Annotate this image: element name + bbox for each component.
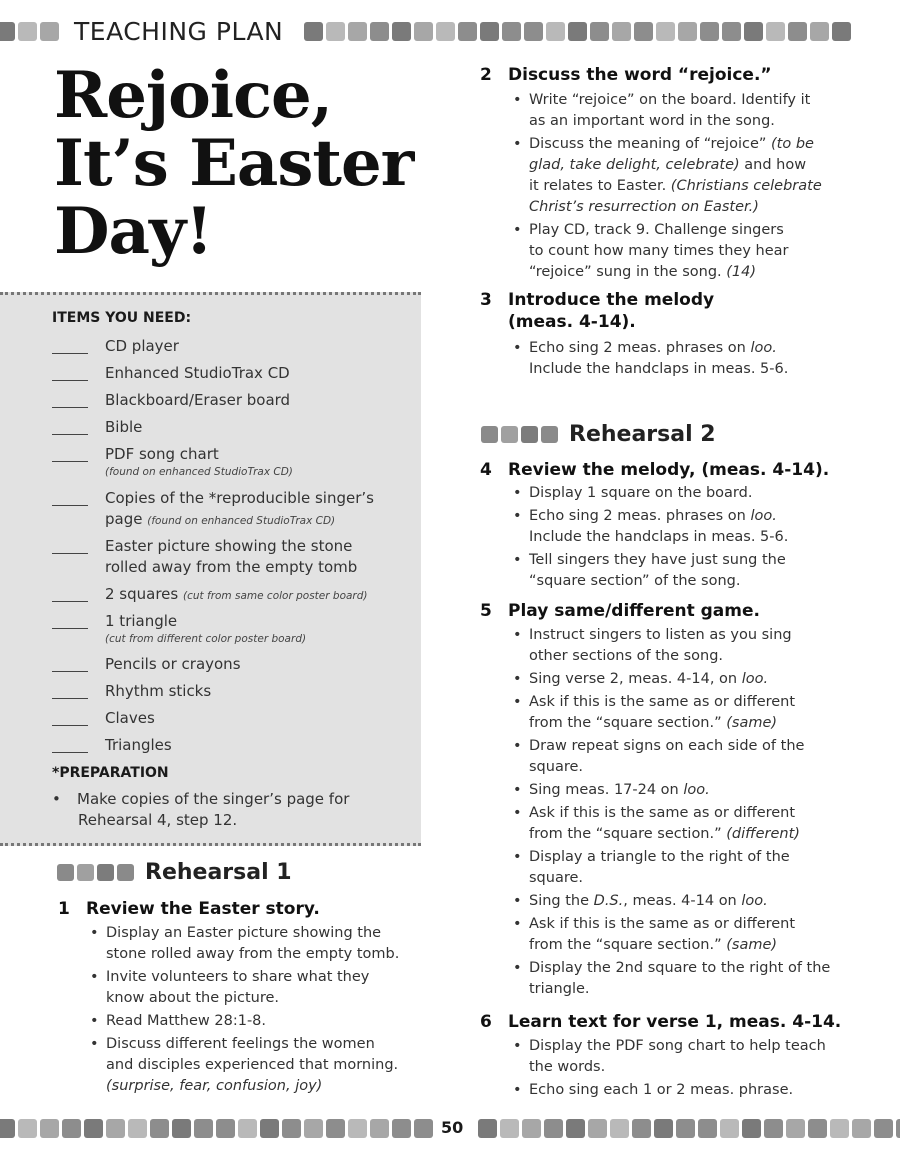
title-line-1: Rejoice, — [54, 58, 333, 133]
header-stripe-right — [304, 22, 851, 41]
step-1-title: 1 Review the Easter story. — [58, 899, 320, 919]
items-heading: ITEMS YOU NEED: — [52, 310, 192, 326]
step-2-bullets: • Write “rejoice” on the board. Identify it as an important word in the song. • Discuss the meaning of “rejoice” (to be glad, take delight, celebrate) and how it relates to Easter. (Christians celebrate Christ’s resurrection on Easter.) • Play CD, track 9. Challenge singers to count how many times they hear “rejoice” sung in the song. (14) — [509, 90, 849, 285]
step-6-title: 6 Learn text for verse 1, meas. 4-14. — [480, 1012, 842, 1032]
footer-stripe-right — [478, 1119, 900, 1138]
rehearsal-2-heading: Rehearsal 2 — [481, 422, 716, 447]
items-you-need-box — [0, 292, 421, 846]
header-label: TEACHING PLAN — [72, 17, 289, 46]
preparation-text: • Make copies of the singer’s page for Rehearsal 4, step 12. — [52, 790, 350, 829]
preparation-heading: *PREPARATION — [52, 765, 169, 781]
list-item: Triangles — [52, 735, 172, 756]
list-item: PDF song chart (found on enhanced StudioTrax CD) — [52, 444, 293, 483]
footer-stripe-left — [0, 1119, 433, 1138]
list-item: CD player — [52, 336, 179, 357]
step-5-title: 5 Play same/different game. — [480, 601, 760, 621]
list-item: Blackboard/Eraser board — [52, 390, 290, 411]
list-item: 2 squares (cut from same color poster board) — [52, 584, 368, 607]
list-item: Pencils or crayons — [52, 654, 241, 675]
step-3-bullets: • Echo sing 2 meas. phrases on loo. Include the handclaps in meas. 5-6. — [509, 338, 849, 382]
list-item: 1 triangle (cut from different color poster board) — [52, 611, 306, 650]
header-stripe — [0, 22, 59, 41]
step-6-bullets: • Display the PDF song chart to help teach the words. • Echo sing each 1 or 2 meas. phrase. — [509, 1036, 854, 1103]
list-item: Easter picture showing the stone rolled away from the empty tomb — [52, 536, 357, 578]
step-4-title: 4 Review the melody, (meas. 4-14). — [480, 460, 830, 480]
list-item: Claves — [52, 708, 155, 729]
step-2-title: 2 Discuss the word “rejoice.” — [480, 65, 772, 85]
list-item: Rhythm sticks — [52, 681, 211, 702]
page-title — [54, 58, 414, 269]
step-1-bullets: • Display an Easter picture showing the stone rolled away from the empty tomb. • Invite volunteers to share what they know about the picture. • Read Matthew 28:1-8. • Discuss different feelings the women and disciples experienced that morning. (surprise, fear, confusion, joy) — [86, 923, 416, 1099]
step-5-bullets: • Instruct singers to listen as you sing other sections of the song. • Sing verse 2, meas. 4-14, on loo. • Ask if this is the same as or different from the “square section.” (same) • Draw repeat signs on each side of the square. • Sing meas. 17-24 on loo. • Ask if this is the same as or different from the “square section.” (different) • Display a triangle to the right of the square. • Sing the D.S., meas. 4-14 on loo. • Ask if this is the same as or different from the “square section.” (same) • Display the 2nd square to the right of the triangle. — [509, 625, 854, 1002]
list-item: Copies of the *reproducible singer’s page (found on enhanced StudioTrax CD) — [52, 488, 374, 532]
title-line-3: Day! — [54, 194, 213, 269]
list-item: Enhanced StudioTrax CD — [52, 363, 290, 384]
rehearsal-1-heading: Rehearsal 1 — [57, 860, 292, 885]
list-item: Bible — [52, 417, 142, 438]
title-line-2: It’s Easter — [54, 126, 414, 201]
step-3-title: 3 Introduce the melody (meas. 4-14). — [480, 290, 715, 332]
page-number: 50 — [437, 1118, 467, 1137]
step-4-bullets: • Display 1 square on the board. • Echo sing 2 meas. phrases on loo. Include the handclaps in meas. 5-6. • Tell singers they have just sung the “square section” of the song. — [509, 483, 849, 594]
